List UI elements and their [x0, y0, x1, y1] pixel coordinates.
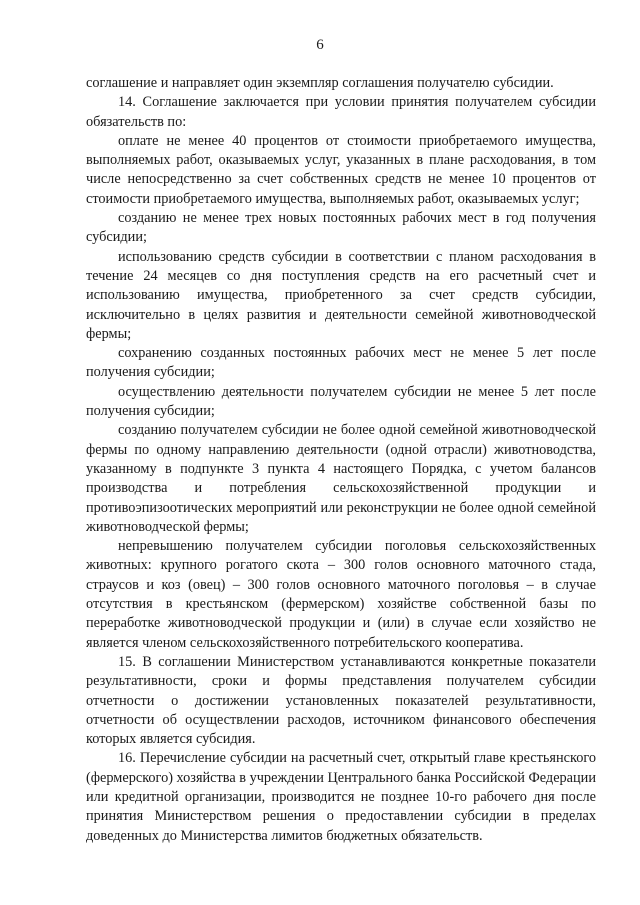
paragraph-obligation-retain-jobs: сохранению созданных постоянных рабочих мест не менее 5 лет после получения субсидии;	[86, 345, 596, 381]
paragraph-obligation-one-farm: созданию получателем субсидии не более одной семейной животноводческой фермы по одному направлению деятельности (одной отрасли) животноводства, указанному в подпункте 3 пункта 4 настоящего Порядка, с учетом балансов производства и потребления сельскохозяйственной продукции и противоэпизоотических мероприятий или реконструкции не более одной семейной животноводческой фермы;	[86, 422, 596, 535]
paragraph-obligation-livestock-limit: непревышению получателем субсидии поголовья сельскохозяйственных животных: крупного рогатого скота – 300 голов основного маточного стада, страусов и коз (овец) – 300 голов основного маточного поголовья – в случае отсутствия в крестьянском (фермерском) хозяйстве собственной базы по переработке животноводческой продукции и (или) в случае если хозяйство не является членом сельскохозяйственного потребительского кооператива.	[86, 538, 596, 651]
paragraph-obligation-jobs: созданию не менее трех новых постоянных рабочих мест в год получения субсидии;	[86, 210, 596, 246]
paragraph-continuation: соглашение и направляет один экземпляр соглашения получателю субсидии.	[86, 75, 554, 91]
paragraph-clause-14: 14. Соглашение заключается при условии принятия получателем субсидии обязательств по:	[86, 94, 596, 130]
paragraph-obligation-activity: осуществлению деятельности получателем субсидии не менее 5 лет после получения субсидии;	[86, 383, 596, 420]
document-body	[86, 74, 596, 846]
paragraph-obligation-funds-use: использованию средств субсидии в соответствии с планом расходования в течение 24 месяцев со дня поступления средств на его расчетный счет и использованию имущества, приобретенного за счет средств субсидии, исключительно в целях развития и деятельности семейной животноводческой фермы;	[86, 248, 596, 342]
paragraph-clause-16: 16. Перечисление субсидии на расчетный счет, открытый главе крестьянского (фермерского) хозяйства в учреждении Центрального банка Российской Федерации или кредитной организации, производится не позднее 10-го рабочего дня после принятия Министерством решения о предоставлении субсидии в пределах доведенных до Министерства лимитов бюджетных обязательств.	[86, 750, 596, 844]
page-number: 6	[316, 37, 324, 53]
paragraph-obligation-payment: оплате не менее 40 процентов от стоимости приобретаемого имущества, выполняемых работ, оказываемых услуг, указанных в плане расходования, в том числе непосредственно за счет собственных средств не менее 10 процентов от стоимости приобретаемого имущества, выполняемых работ, оказываемых услуг;	[86, 132, 596, 207]
paragraph-clause-15: 15. В соглашении Министерством устанавливаются конкретные показатели результативности, сроки и формы представления получателем субсидии отчетности о достижении установленных показателей результативности, отчетности об осуществлении расходов, источником финансового обеспечения которых является субсидия.	[86, 653, 596, 748]
